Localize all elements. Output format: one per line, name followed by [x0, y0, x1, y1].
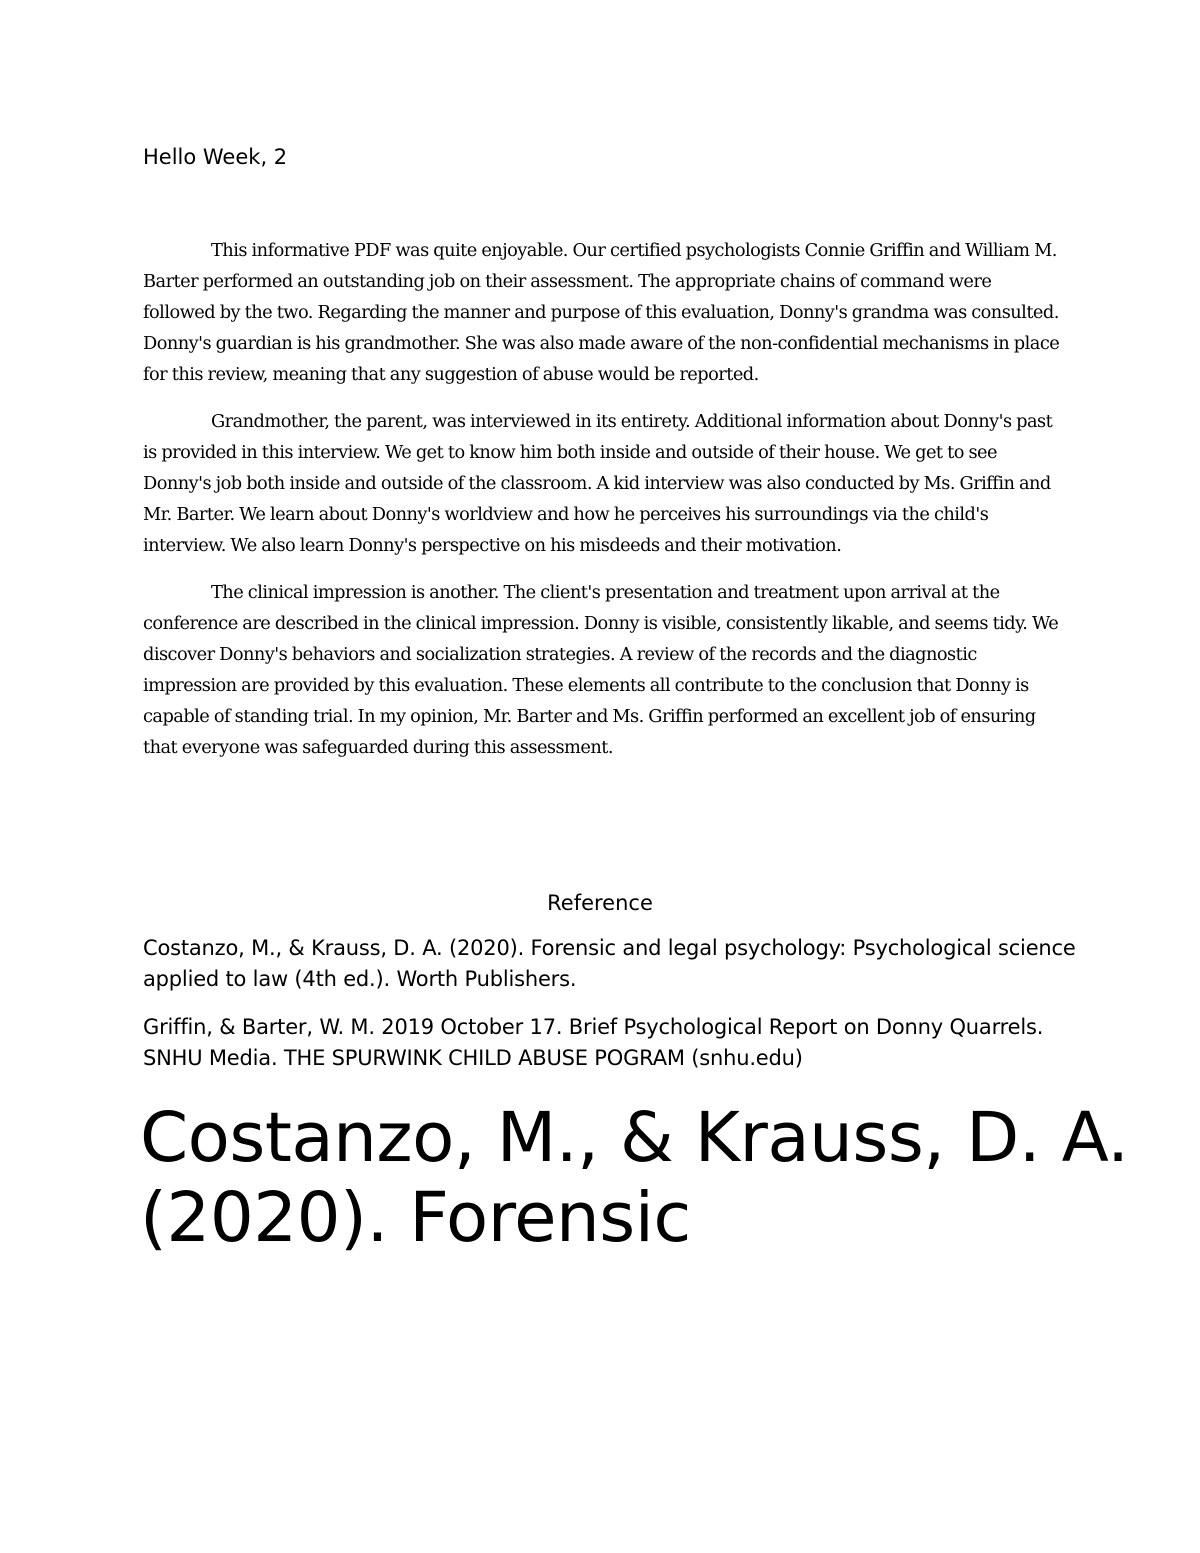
reference-item-griffin: Griffin, & Barter, W. M. 2019 October 17. Brief Psychological Report on Donny Quarrels. SNHU Media. THE SPURWINK CHILD ABUSE POGRAM (snhu.edu): [143, 1015, 1044, 1070]
body-text: [143, 235, 1063, 779]
reference-heading: Reference: [547, 891, 653, 915]
paragraph-2: Grandmother, the parent, was interviewed in its entirety. Additional information about Donny's past is provided in this interview. We get to know him both inside and outside of their house. We get to see Donny's job both inside and outside of the classroom. A kid interview was also conducted by Ms. Griffin and Mr. Barter. We learn about Donny's worldview and how he perceives his surroundings via the child's interview. We also learn Donny's perspective on his misdeeds and their motivation.: [143, 411, 1053, 556]
greeting-heading: Hello Week, 2: [143, 145, 288, 169]
large-citation-text: Costanzo, M., & Krauss, D. A. (2020). Forensic: [140, 1098, 1129, 1258]
reference-list: [143, 933, 1078, 1091]
paragraph-3: The clinical impression is another. The client's presentation and treatment upon arrival at the conference are described in the clinical impression. Donny is visible, consistently likable, and seems tidy. We discover Donny's behaviors and socialization strategies. A review of the records and the diagnostic impression are provided by this evaluation. These elements all contribute to the conclusion that Donny is capable of standing trial. In my opinion, Mr. Barter and Ms. Griffin performed an excellent job of ensuring that everyone was safeguarded during this assessment.: [143, 582, 1059, 758]
paragraph-1: This informative PDF was quite enjoyable. Our certified psychologists Connie Griffin and William M. Barter performed an outstanding job on their assessment. The appropriate chains of command were followed by the two. Regarding the manner and purpose of this evaluation, Donny's grandma was consulted. Donny's guardian is his grandmother. She was also made aware of the non-confidential mechanisms in place for this review, meaning that any suggestion of abuse would be reported.: [143, 240, 1060, 385]
reference-item-costanzo: Costanzo, M., & Krauss, D. A. (2020). Forensic and legal psychology: Psychological science applied to law (4th ed.). Worth Publishers.: [143, 936, 1076, 991]
